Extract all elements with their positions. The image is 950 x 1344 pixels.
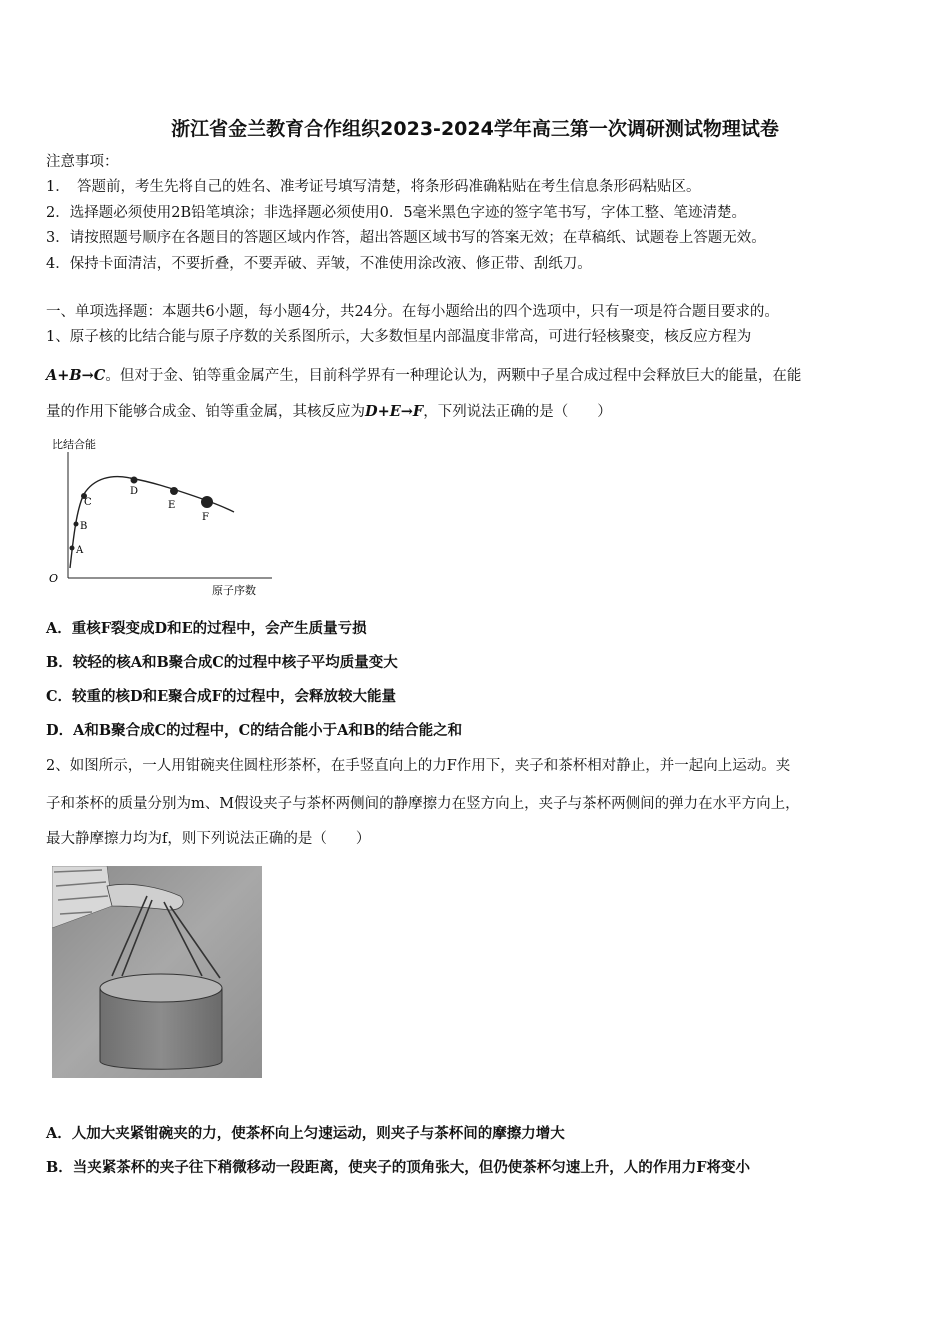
- q1-option-d: [46, 721, 462, 741]
- q2-option-a-letter: A．: [46, 1125, 72, 1142]
- graph-label-d: D: [130, 486, 139, 497]
- notice-item-2: 2．选择题必须使用2B铅笔填涂；非选择题必须使用0．5毫米黑色字迹的签字笔书写，字体工整、笔迹清楚。: [46, 205, 747, 221]
- graph-x-label: 原子序数: [212, 584, 256, 597]
- q2-option-a-text: 人加大夹紧钳碗夹的力，使茶杯向上匀速运动，则夹子与茶杯间的摩擦力增大: [71, 1125, 565, 1142]
- q1-option-a: [46, 619, 367, 639]
- graph-label-f: F: [202, 512, 209, 523]
- q2-line-2: 子和茶杯的质量分别为m、M假设夹子与茶杯两侧间的静摩擦力在竖方向上，夹子与茶杯两侧间的弹力在水平方向上，: [46, 796, 800, 812]
- q1-option-a-letter: A．: [46, 620, 72, 637]
- q1-option-d-letter: D．: [46, 722, 74, 739]
- q1-option-c: [46, 687, 396, 707]
- graph-point-b: [74, 522, 79, 527]
- q2-option-a: [46, 1124, 565, 1144]
- notice-heading: 注意事项：: [46, 154, 119, 170]
- page-title: 浙江省金兰教育合作组织2023-2024学年高三第一次调研测试物理试卷: [171, 118, 779, 140]
- graph-point-a: [70, 546, 75, 551]
- notice-item-3: 3．请按照题号顺序在各题目的答题区域内作答，超出答题区域书写的答案无效；在草稿纸、试题卷上答题无效。: [46, 230, 766, 246]
- q1-option-c-text: 较重的核D和E聚合成F的过程中，会释放较大能量: [72, 688, 396, 705]
- graph-label-e: E: [168, 500, 176, 511]
- q1-line-3-pre: 量的作用下能够合成金、铂等重金属，其核反应为: [46, 404, 365, 420]
- q1-option-b: [46, 653, 398, 673]
- graph-origin: O: [49, 572, 59, 585]
- q1-line-2: [46, 366, 801, 386]
- q1-option-b-text: 较轻的核A和B聚合成C的过程中核子平均质量变大: [72, 654, 398, 671]
- graph-label-c: C: [84, 497, 92, 508]
- q1-line-1: 1、原子核的比结合能与原子序数的关系图所示，大多数恒星内部温度非常高，可进行轻核聚变，核反应方程为: [46, 329, 752, 345]
- graph-point-d: [131, 477, 138, 484]
- q2-line-3: 最大静摩擦力均为f，则下列说法正确的是（ ）: [46, 831, 371, 847]
- q1-option-d-text: A和B聚合成C的过程中，C的结合能小于A和B的结合能之和: [73, 722, 463, 739]
- graph-y-label: 比结合能: [52, 438, 96, 451]
- notice-item-4: 4．保持卡面清洁，不要折叠，不要弄破、弄皱，不准使用涂改液、修正带、刮纸刀。: [46, 256, 592, 272]
- graph-curve: [70, 477, 234, 568]
- q2-line-1: 2、如图所示，一人用钳碗夹住圆柱形茶杯，在手竖直向上的力F作用下，夹子和茶杯相对静止，并一起向上运动。夹: [46, 758, 791, 774]
- graph-point-e: [170, 487, 178, 495]
- q1-option-b-letter: B．: [46, 654, 73, 671]
- q1-option-c-letter: C．: [46, 688, 73, 705]
- q1-line-3-post: ，下列说法正确的是（ ）: [423, 404, 612, 420]
- q1-line-3: [46, 402, 612, 422]
- q2-option-b-text: 当夹紧茶杯的夹子往下稍微移动一段距离，使夹子的顶角张大，但仍使茶杯匀速上升，人的作用力F将变小: [72, 1159, 751, 1176]
- cup-rim: [100, 974, 222, 1002]
- notice-item-1: 1． 答题前，考生先将自己的姓名、准考证号填写清楚，将条形码准确粘贴在考生信息条形码粘贴区。: [46, 179, 701, 195]
- graph-label-b: B: [80, 521, 88, 532]
- teacup-photo: [52, 866, 262, 1078]
- q2-option-b-letter: B．: [46, 1159, 73, 1176]
- q1-equation-2: D+E→F: [365, 403, 424, 420]
- q2-option-b: [46, 1158, 750, 1178]
- q1-line-2-text: 。但对于金、铂等重金属产生，目前科学界有一种理论认为，两颗中子星合成过程中会释放巨大的能量，在能: [105, 368, 802, 384]
- graph-point-f: [201, 496, 213, 508]
- q1-option-a-text: 重核F裂变成D和E的过程中，会产生质量亏损: [71, 620, 367, 637]
- section-heading: 一、单项选择题：本题共6小题，每小题4分，共24分。在每小题给出的四个选项中，只有一项是符合题目要求的。: [46, 304, 779, 320]
- q1-equation-1: A+B→C: [46, 367, 106, 384]
- binding-energy-graph: [40, 432, 280, 602]
- graph-label-a: A: [76, 545, 84, 556]
